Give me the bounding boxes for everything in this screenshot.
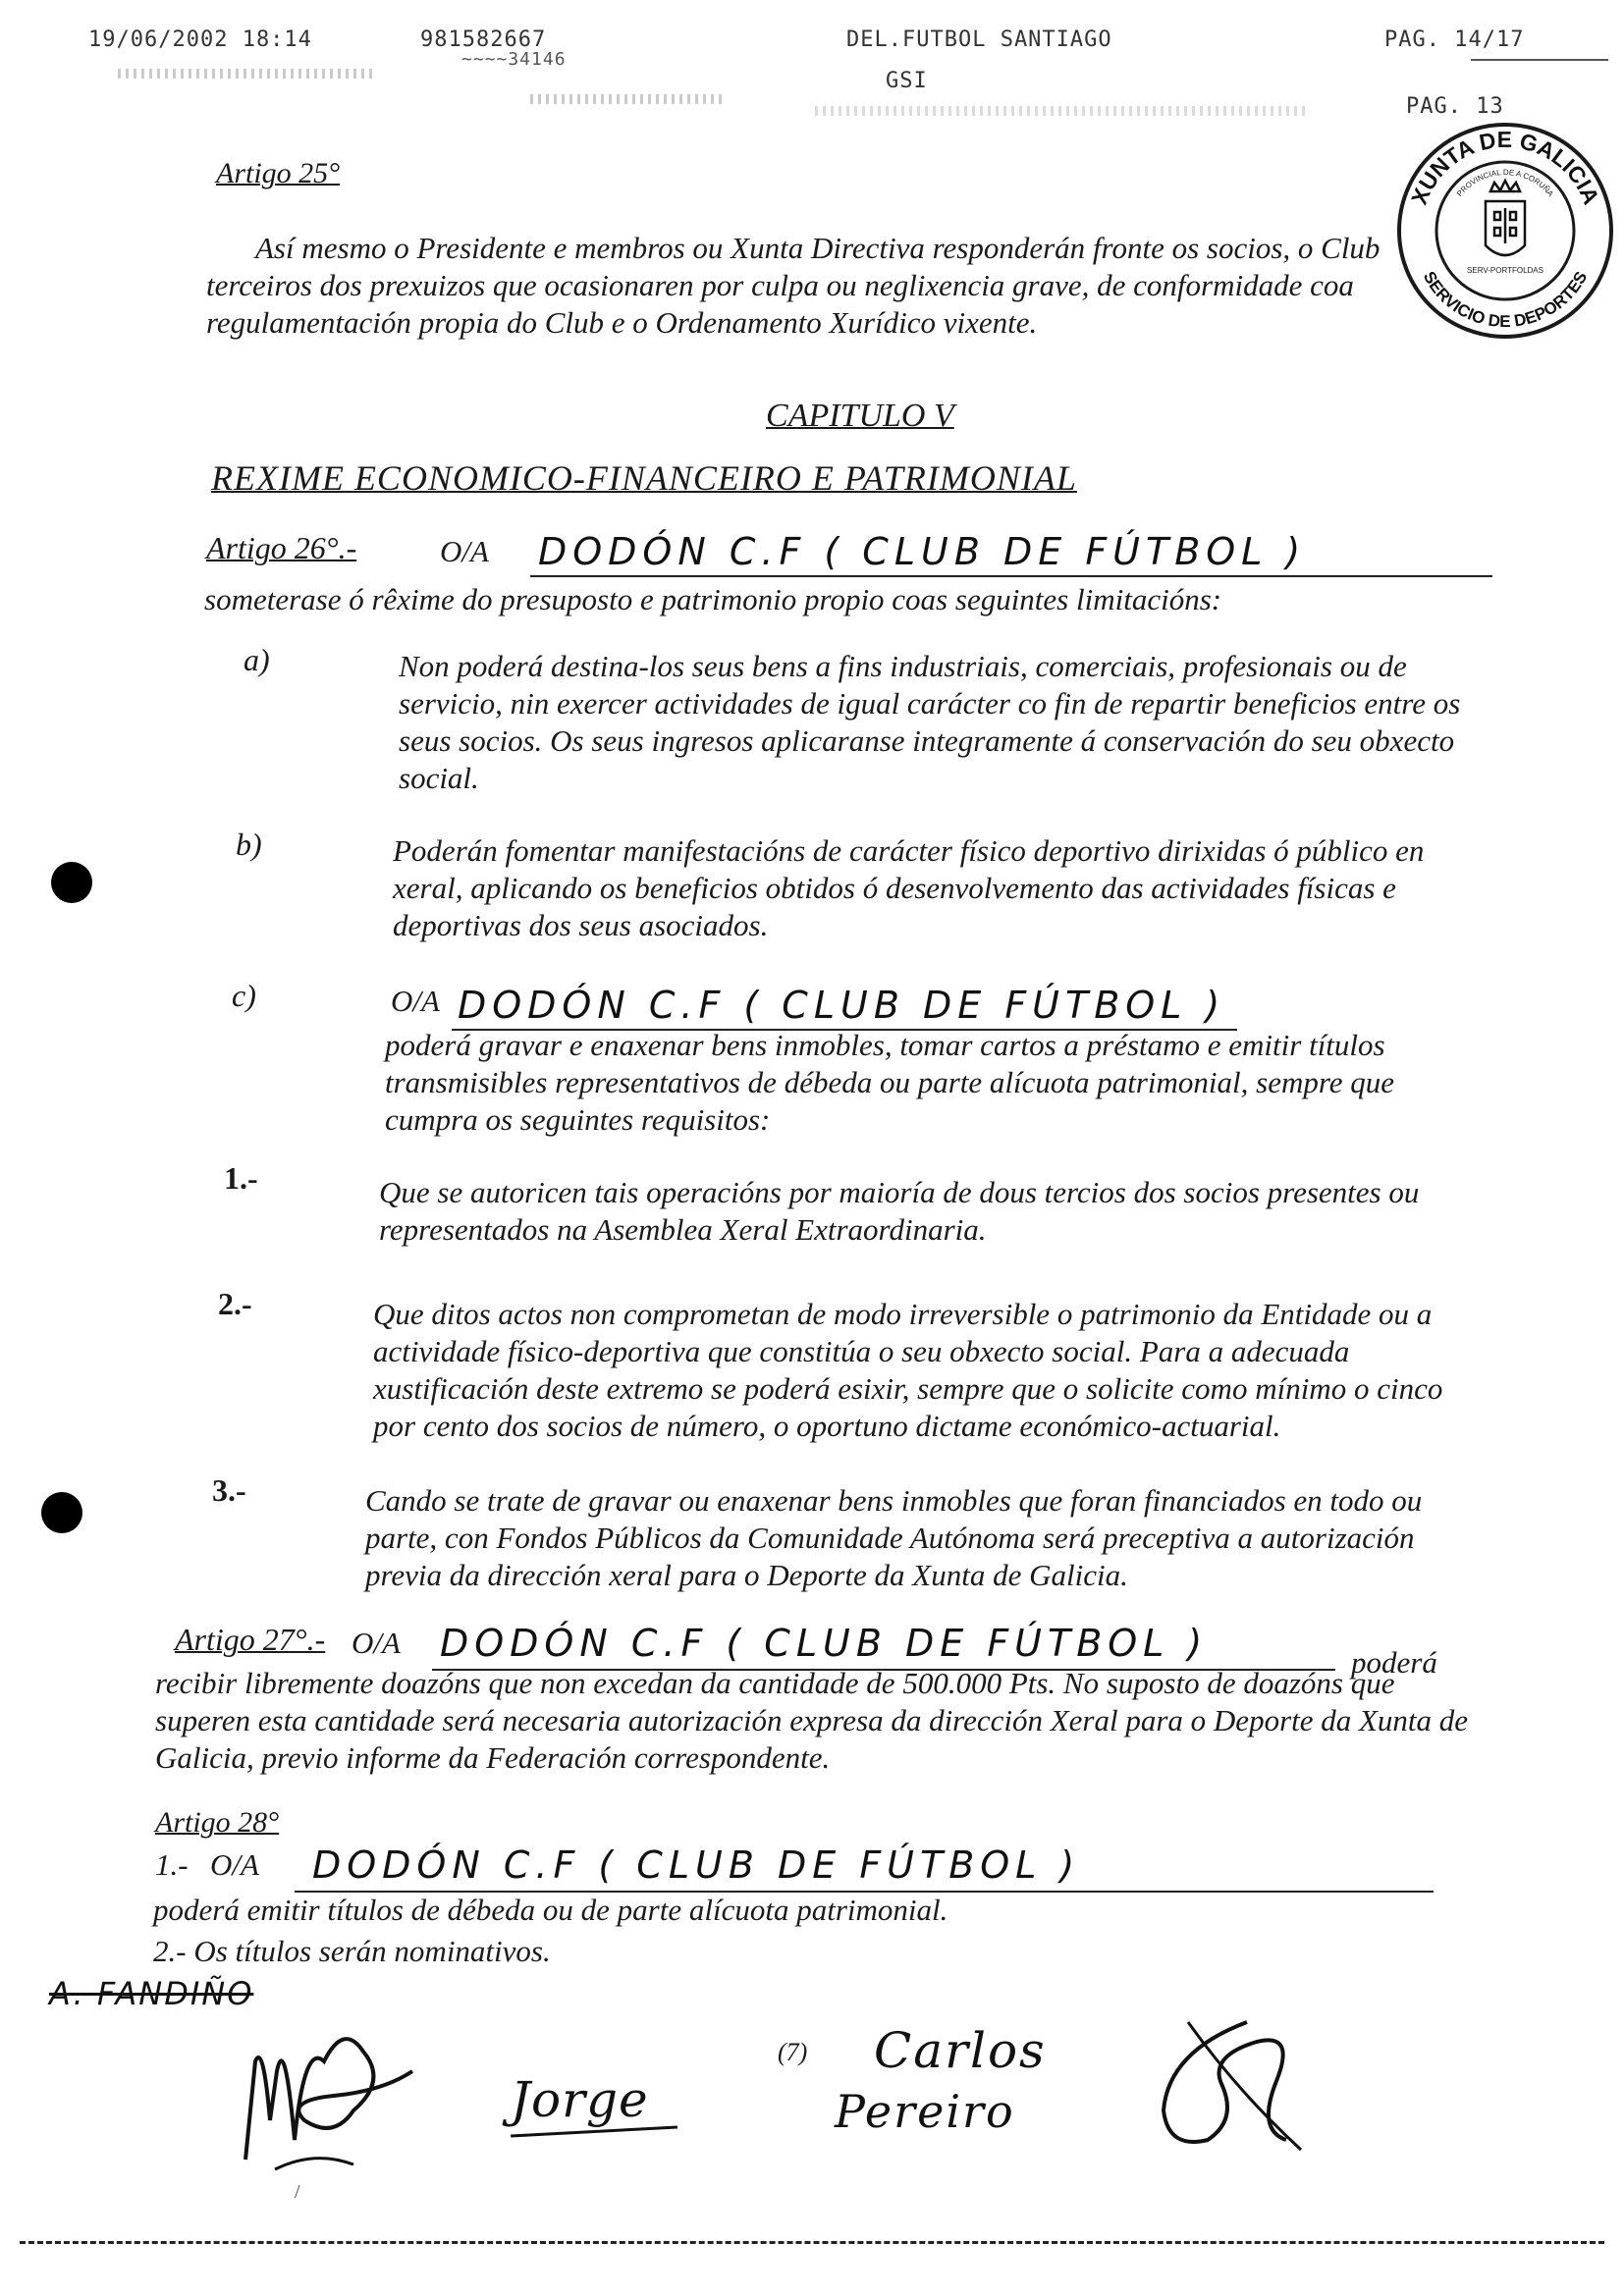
scan-noise xyxy=(530,94,727,104)
art26-item-b-label: b) xyxy=(236,827,262,862)
art26-item-c-text: poderá gravar e enaxenar bens inmobles, tomar cartos a préstamo e emitir títulos transmisibles representativos de débeda ou parte alícuota patrimonial, sempre que cumpra os seguintes requisitos: xyxy=(385,1028,1395,1137)
art27-text: recibir libremente doazóns que non excedan da cantidade de 500.000 Pts. No suposto de doazóns que superen esta cantidade será necesaria autorización expresa da dirección Xeral para o Deporte da Xunta de Galicia, previo informe da Federación correspondente. xyxy=(155,1666,1469,1775)
art27-after-club: poderá xyxy=(1351,1645,1437,1680)
art27-oa: O/A xyxy=(352,1626,401,1660)
art26-item-a-text: Non poderá destina-los seus bens a fins industriais, comerciais, profesionais ou de servicio, nin exercer actividades de igual carácter co fin de repartir beneficios entre os seus socios. Os seus ingresos aplicaranse integramente á conservación do seu obxecto social. xyxy=(399,649,1461,795)
art26-item-a-label: a) xyxy=(244,642,270,677)
stamp-inner-top: PROVINCIAL DE A CORUÑA xyxy=(1455,167,1555,198)
fax-number-overstrike: ~~~~34146 xyxy=(461,49,567,70)
art26-item-c-club-handwritten: DODÓN C.F ( CLUB DE FÚTBOL ) xyxy=(458,984,1226,1027)
chapter-title: CAPITULO V xyxy=(766,398,954,434)
coat-of-arms-icon xyxy=(1486,181,1525,255)
requisite-1-text: Que se autoricen tais operacións por maioría de dous tercios dos socios presentes ou representados na Asemblea Xeral Extraordinaria. xyxy=(379,1175,1420,1247)
art28-oa: O/A xyxy=(210,1847,259,1882)
fax-sender: DEL.FUTBOL SANTIAGO xyxy=(846,27,1112,52)
stamp-inner-bottom: SERV-PORTFOLDAS xyxy=(1467,266,1543,275)
signature-3-line1: Carlos xyxy=(874,2022,1047,2079)
art27-club-handwritten: DODÓN C.F ( CLUB DE FÚTBOL ) xyxy=(440,1622,1209,1665)
art28-club-handwritten: DODÓN C.F ( CLUB DE FÚTBOL ) xyxy=(312,1843,1081,1887)
requisite-3-text: Cando se trate de gravar ou enaxenar bens inmobles que foran financiados en todo ou parte, con Fondos Públicos da Comunidade Autónoma será preceptiva a autorización previa da dirección xeral para o Deporte da Xunta de Galicia. xyxy=(365,1483,1423,1592)
svg-text:XUNTA DE GALICIA xyxy=(1406,127,1604,208)
fax-datetime: 19/06/2002 18:14 xyxy=(88,27,312,52)
stray-mark: / xyxy=(295,2181,300,2203)
fax-page: PAG. 14/17 xyxy=(1384,27,1525,52)
fax-page-rule xyxy=(1471,59,1608,61)
art26-club-handwritten: DODÓN C.F ( CLUB DE FÚTBOL ) xyxy=(538,530,1307,573)
requisite-2-label: 2.- xyxy=(218,1286,252,1321)
art26-item-c-oa: O/A xyxy=(391,984,440,1018)
signature-4 xyxy=(1129,2002,1326,2169)
signature-1 xyxy=(216,2002,452,2189)
art28-item1-text: poderá emitir títulos de débeda ou de parte alícuota patrimonial. xyxy=(153,1893,948,1927)
art26-oa: O/A xyxy=(440,534,489,568)
requisite-2-text: Que ditos actos non comprometan de modo irreversible o patrimonio da Entidade ou a actividade físico-deportiva que constitúa o seu obxecto social. Para a adecuada xustificación deste extremo se poderá esixir, sempre que o solicite como mínimo o cinco por cento dos socios de número, o oportuno dictame económico-actuarial. xyxy=(373,1297,1443,1443)
fax-bottom-edge xyxy=(20,2241,1604,2244)
art25-heading: Artigo 25° xyxy=(216,157,341,189)
fax-sender-sub: GSI xyxy=(886,69,928,93)
signature-marker: (7) xyxy=(778,2038,808,2066)
fax-number: 981582667 xyxy=(420,27,547,52)
hole-punch xyxy=(51,862,92,903)
art27-heading: Artigo 27°.- xyxy=(175,1622,326,1657)
stamp-ring-top: XUNTA DE GALICIA xyxy=(1405,126,1605,208)
art28-heading: Artigo 28° xyxy=(155,1806,280,1839)
requisite-1-label: 1.- xyxy=(224,1160,258,1196)
art26-intro: someterase ó rêxime do presuposto e patrimonio propio coas seguintes limitacións: xyxy=(204,582,1222,616)
art26-fill-line xyxy=(530,575,1492,577)
document-page-number: PAG. 13 xyxy=(1406,94,1504,119)
stamp-ring-bottom: SERVICIO DE DEPORTES xyxy=(1419,268,1592,332)
art28-item2-text: 2.- Os títulos serán nominativos. xyxy=(153,1934,551,1968)
chapter-subtitle: REXIME ECONOMICO-FINANCEIRO E PATRIMONIAL xyxy=(211,458,1077,498)
art26-item-b-text: Poderán fomentar manifestacións de carácter físico deportivo dirixidas ó público en xeral, aplicando os beneficios obtidos ó desenvolvemento das actividades físicas e deportivas dos seus asociados. xyxy=(393,833,1425,942)
art28-item1-label: 1.- xyxy=(155,1847,189,1882)
signature-3-line2: Pereiro xyxy=(835,2085,1015,2138)
art26-heading: Artigo 26°.- xyxy=(206,530,357,565)
hole-punch xyxy=(41,1492,82,1533)
art26-item-c-label: c) xyxy=(232,978,256,1013)
scan-noise xyxy=(815,106,1306,116)
scan-noise xyxy=(118,69,373,79)
signature-2: Jorge xyxy=(511,2071,649,2128)
signature-name-struck: A. FANDIÑO xyxy=(49,1975,254,2012)
requisite-3-label: 3.- xyxy=(212,1472,246,1508)
art25-text: Así mesmo o Presidente e membros ou Xunta Directiva responderán fronte os socios, o Club terceiros dos prexuizos que ocasionaren por culpa ou neglixencia grave, de conformidade coa regulamentación propia do Club e o Ordenamento Xurídico vixente. xyxy=(206,231,1380,340)
